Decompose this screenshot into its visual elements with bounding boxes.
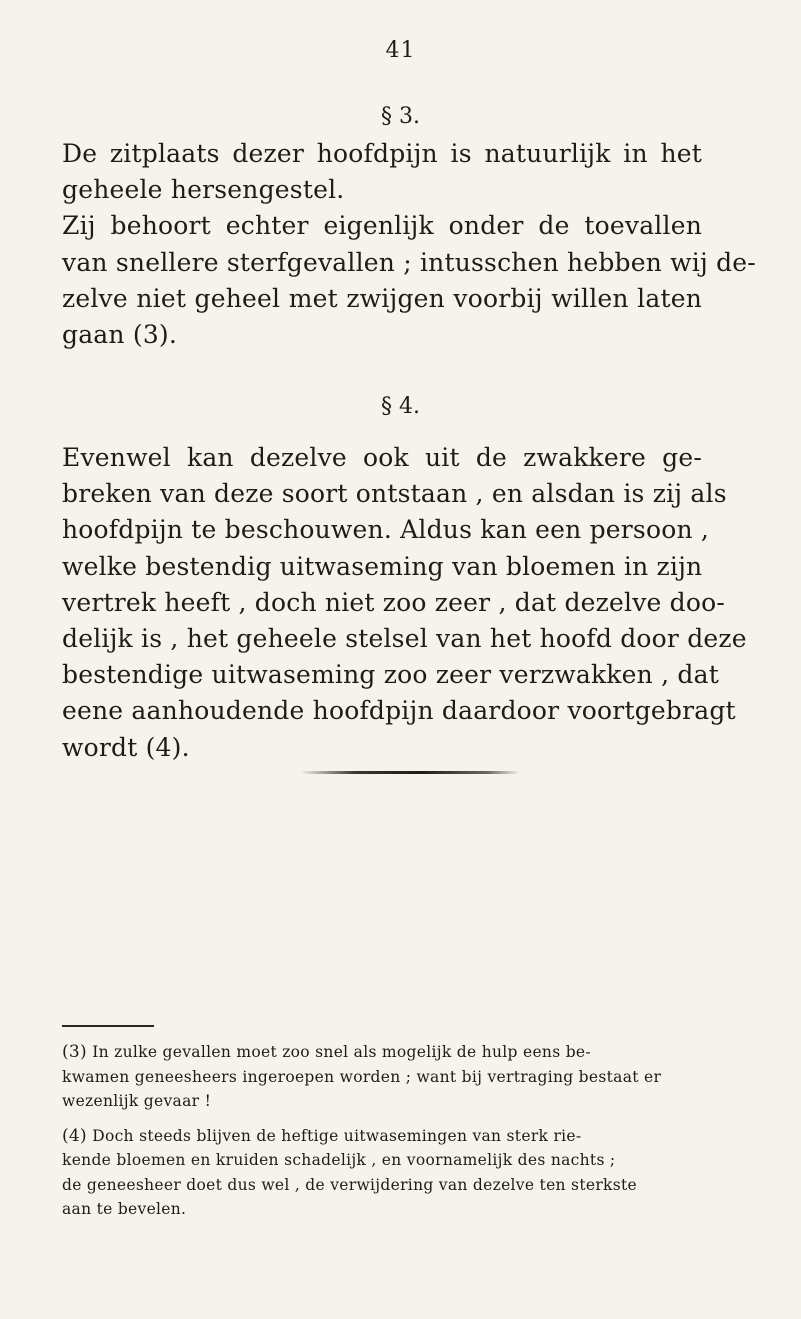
section-heading-4: § 4. <box>381 394 420 419</box>
text-line: eene aanhoudende hoofdpijn daardoor voortgebragt <box>62 696 736 726</box>
text-line: hoofdpijn te beschouwen. Aldus kan een persoon , <box>62 515 710 545</box>
text-line: bestendige uitwaseming zoo zeer verzwakken , dat <box>62 660 719 690</box>
footnote-text-line: Doch steeds blijven de heftige uitwasemingen van sterk rie- <box>92 1126 582 1145</box>
footnote-marker: (3) <box>62 1042 87 1062</box>
footnote-marker: (4) <box>62 1125 87 1146</box>
footnote-text-line: aan te bevelen. <box>62 1200 187 1218</box>
text-line: zelve niet geheel met zwijgen voorbij willen laten <box>62 283 702 313</box>
text-line: breken van deze soort ontstaan , en alsdan is zij als <box>62 479 727 509</box>
footnote-text-line: kwamen geneesheers ingeroepen worden ; want bij vertraging bestaat er <box>62 1067 662 1086</box>
footnote-text-line: de geneesheer doet dus wel , de verwijdering van dezelve ten sterkste <box>62 1175 637 1194</box>
text-line: Evenwel kan dezelve ook uit de zwakkere ge- <box>62 443 702 472</box>
footnote-text-line: In zulke gevallen moet zoo snel als mogelijk de hulp eens be- <box>92 1043 591 1061</box>
text-line: vertrek heeft , doch niet zoo zeer , dat dezelve doo- <box>62 587 726 617</box>
text-line: van snellere sterfgevallen ; intusschen hebben wij de- <box>62 247 756 277</box>
section-4-paragraph <box>62 440 747 766</box>
footnote-text-line: wezenlijk gevaar ! <box>62 1092 212 1110</box>
text-line: Zij behoort echter eigenlijk onder de toevallen <box>62 211 702 241</box>
section-divider-rule <box>300 771 520 774</box>
footnote-4 <box>62 1124 702 1222</box>
text-line: geheele hersengestel. <box>62 175 345 205</box>
footnote-text-line: kende bloemen en kruiden schadelijk , en voornamelijk des nachts ; <box>62 1151 616 1169</box>
footnote-3 <box>62 1040 702 1114</box>
text-line: wordt (4). <box>62 732 190 762</box>
text-line: delijk is , het geheele stelsel van het hoofd door deze <box>62 624 747 654</box>
footnotes <box>62 1040 702 1232</box>
text-line: gaan (3). <box>62 320 178 350</box>
text-line: welke bestendig uitwaseming van bloemen in zijn <box>62 551 703 581</box>
section-heading-3: § 3. <box>381 104 420 129</box>
footnote-rule <box>62 1025 154 1027</box>
page-number: 41 <box>385 38 416 63</box>
text-line: De zitplaats dezer hoofdpijn is natuurlijk in het <box>62 139 702 168</box>
section-3-paragraph <box>62 136 756 353</box>
